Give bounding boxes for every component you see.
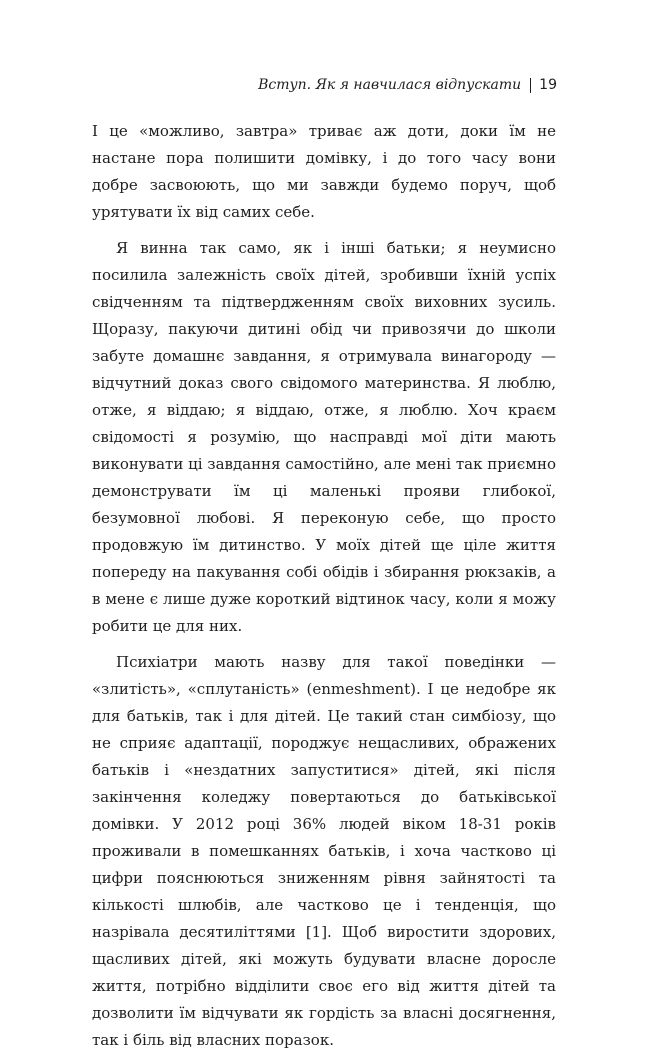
paragraph-2: Я винна так само, як і інші батьки; я неумисно посилила залежність своїх дітей, зробивши їхній успіх свідченням та підтвердженням своїх виховних зусиль. Щоразу, пакуючи дитині обід чи привозячи до школи забуте домашнє завдання, я отримувала винагороду — відчутний доказ свого свідомого материнства. Я люблю, отже, я віддаю; я віддаю, отже, я люблю. Хоч краєм свідомості я розумію, що насправді мої діти мають виконувати ці завдання самостійно, але мені так приємно демонструвати їм ці маленькі прояви глибокої, безумовної любові. Я переконую себе, що просто продовжую їм дитинство. У моїх дітей ще ціле життя попереду на пакування собі обідів і збирання рюкзаків, а в мене є лише дуже короткий відтинок часу, коли я можу робити це для них. (92, 239, 556, 635)
chapter-title: Вступ. Як я навчилася відпускати (258, 77, 522, 93)
page-number: 19 (539, 77, 557, 93)
running-header (258, 76, 557, 94)
header-divider (530, 78, 531, 93)
body-text (92, 118, 556, 1063)
paragraph-3: Психіатри мають назву для такої поведінки — «злитість», «сплутаність» (enmeshment). І це недобре як для батьків, так і для дітей. Це такий стан симбіозу, що не сприяє адаптації, породжує нещасливих, ображених батьків і «нездатних запуститися» дітей, які після закінчення коледжу повертаються до батьківської домівки. У 2012 році 36% людей віком 18-31 років проживали в помешканнях батьків, і хоча частково ці цифри пояснюються зниженням рівня зайнятості та кількості шлюбів, але частково це і тенденція, що назрівала десятиліттями [1]. Щоб виростити здорових, щасливих дітей, які можуть будувати власне доросле життя, потрібно відділити своє его від життя дітей та дозволити їм відчувати як гордість за власні досягнення, так і біль від власних поразок. (92, 653, 556, 1049)
paragraph-1: І це «можливо, завтра» триває аж доти, доки їм не настане пора полишити домівку, і до того часу вони добре засвоюють, що ми завжди будемо поруч, щоб урятувати їх від самих себе. (92, 122, 556, 221)
